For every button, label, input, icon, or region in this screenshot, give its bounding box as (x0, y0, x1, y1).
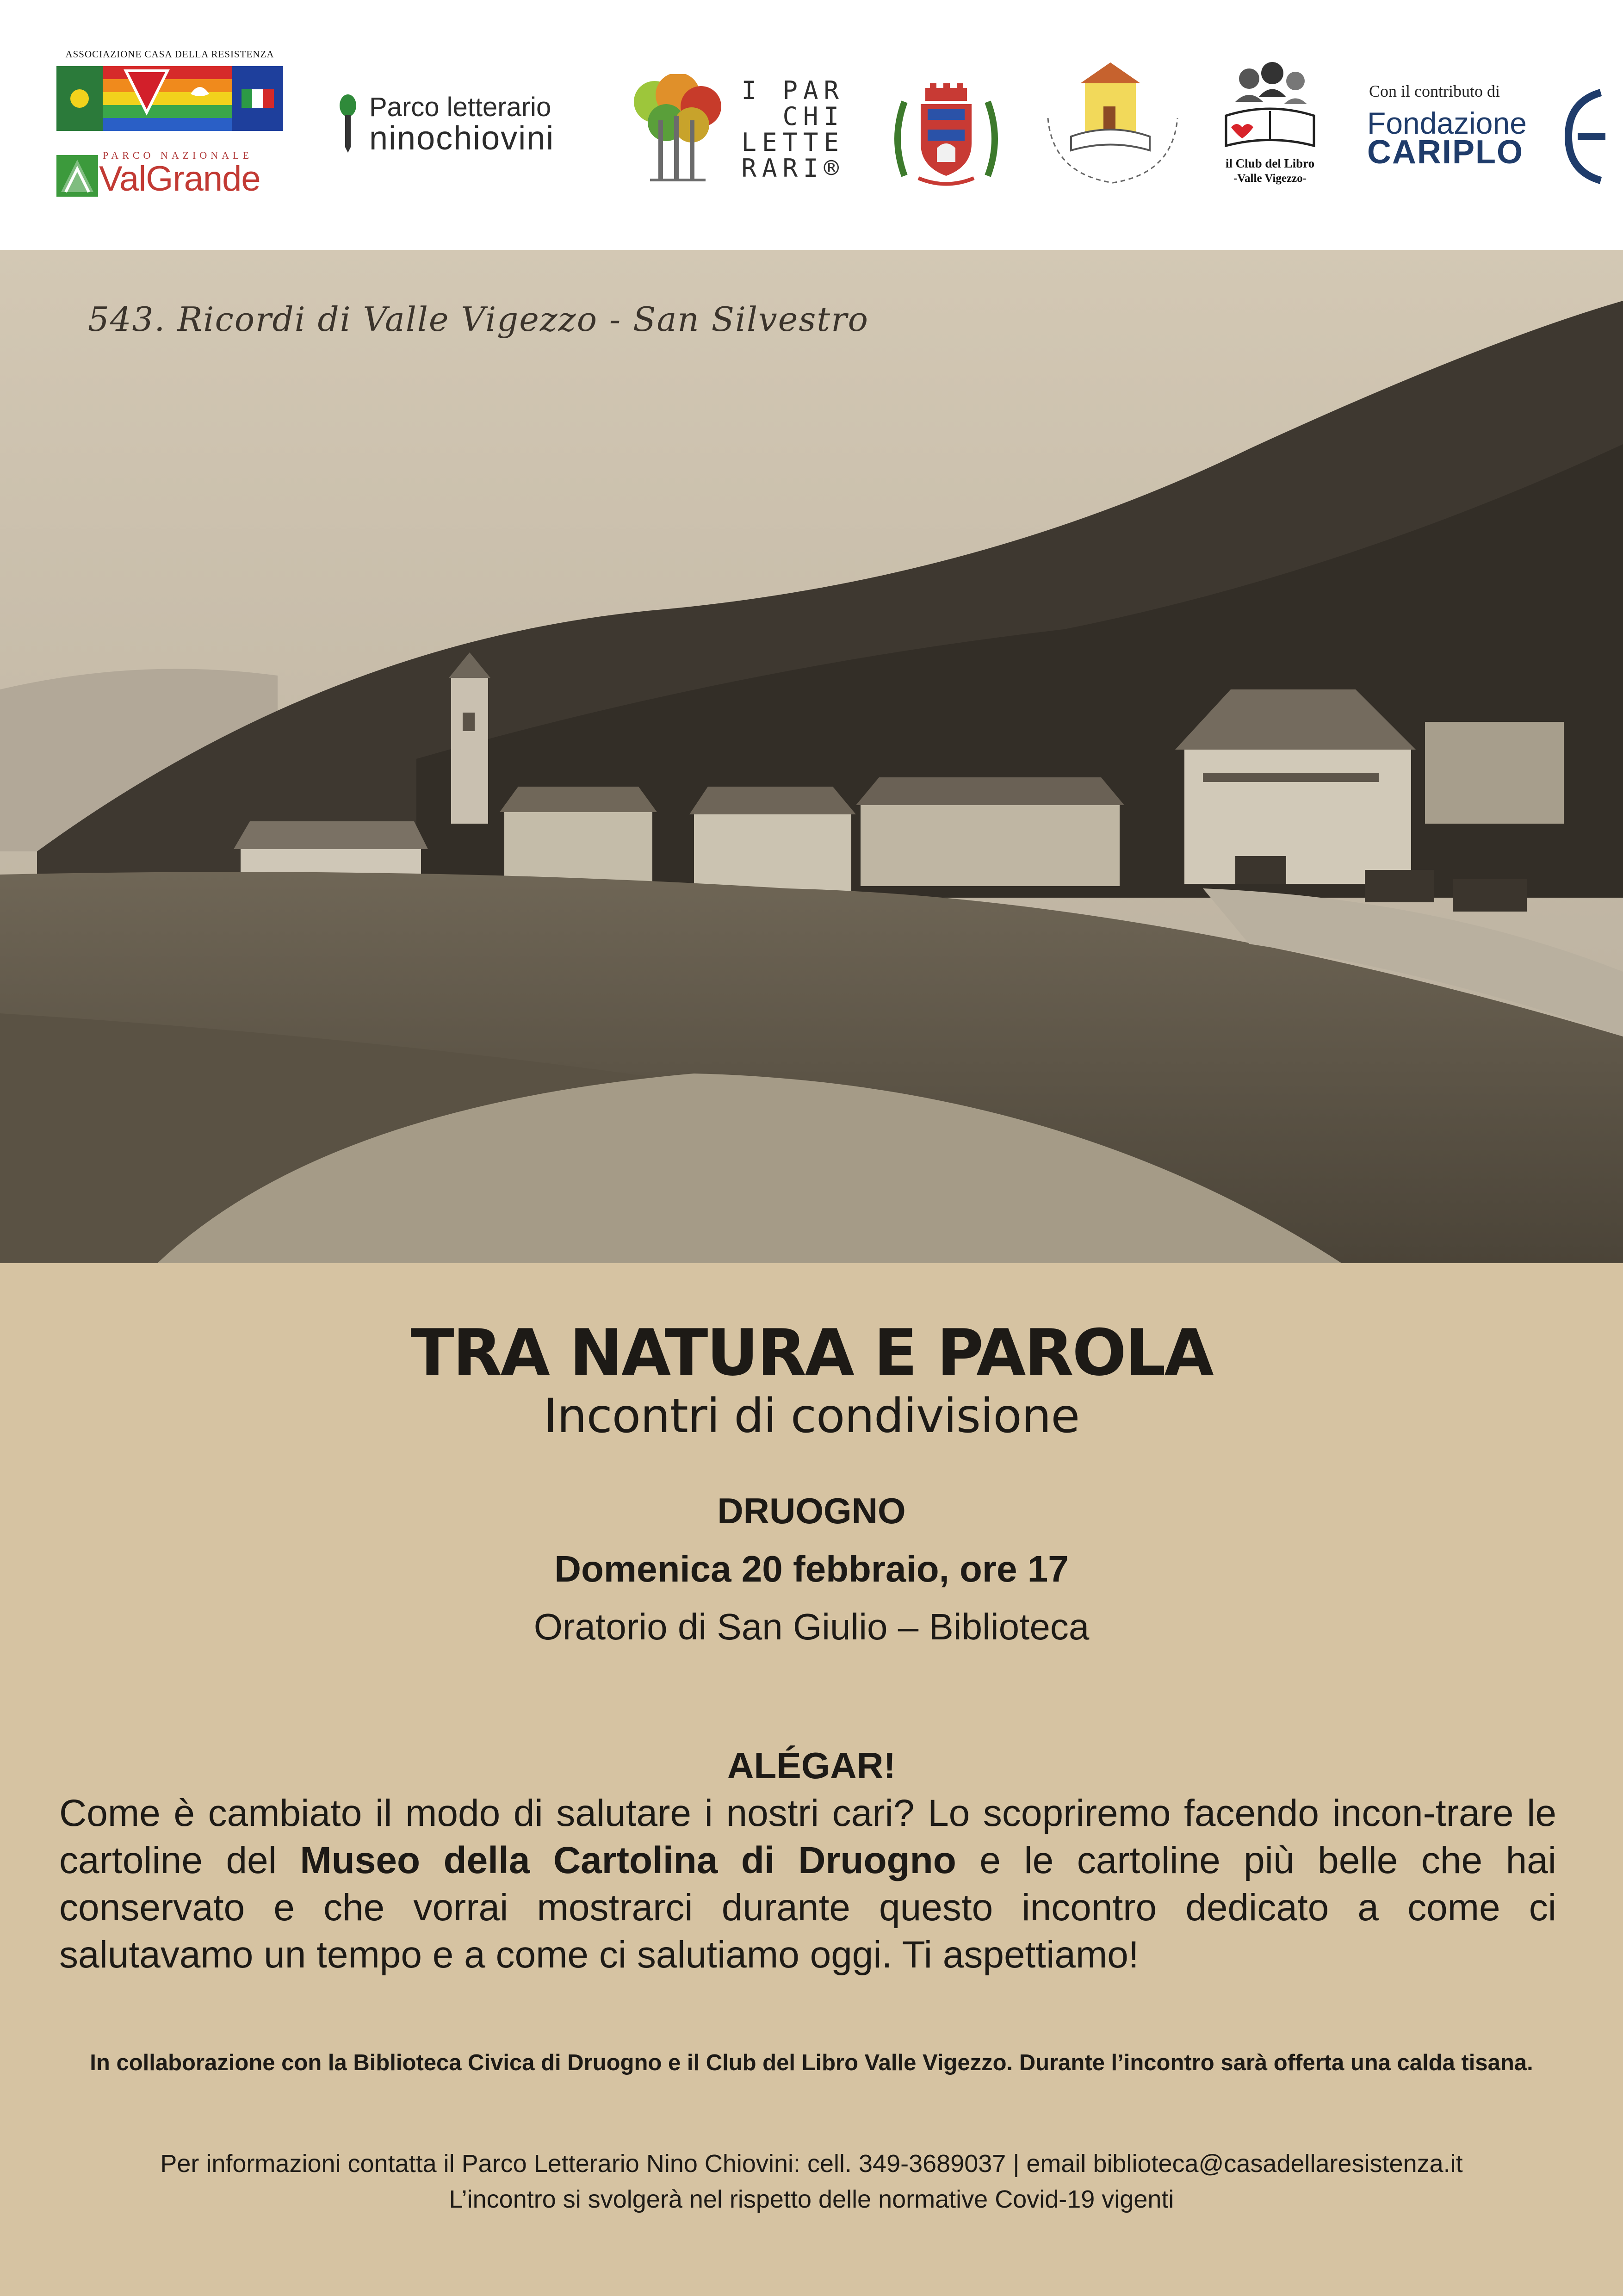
library-house-icon (1034, 62, 1191, 192)
event-venue: Oratorio di San Giulio – Biblioteca (533, 1606, 1090, 1647)
description-part-1: Come è cambiato il modo di salutare i nostri cari? Lo scopriremo facendo incon-trare le cartoline del (59, 1792, 1556, 1881)
valgrande-name: ValGrande (99, 159, 260, 199)
coat-of-arms-icon (886, 83, 1006, 190)
cariplo-fondazione-text: Fondazione (1367, 106, 1527, 140)
event-place: DRUOGNO (717, 1490, 906, 1531)
trees-icon (622, 74, 733, 185)
section-title: ALÉGAR! (727, 1745, 896, 1786)
collaboration-note: In collaborazione con la Biblioteca Civica di Druogno e il Club del Libro Valle Vigezzo. Durante l’incontro sarà offerta una calda tisana. (90, 2050, 1533, 2075)
event-date: Domenica 20 febbraio, ore 17 (554, 1548, 1069, 1589)
casa-resistenza-valgrande-logo (56, 49, 283, 206)
parco-nazionale-caption: PARCO NAZIONALE (103, 149, 253, 161)
cariplo-contributo-text: Con il contributo di (1369, 82, 1500, 100)
nino-chiovini-text: ninochiovini (369, 120, 555, 157)
valgrande-leaf-icon (56, 155, 98, 197)
druogno-coat-of-arms-logo (886, 83, 1006, 190)
club-del-libro-text: il Club del Libro (1225, 156, 1315, 170)
quill-pen-icon (334, 93, 362, 153)
club-del-libro-logo (1208, 60, 1332, 194)
readers-book-icon (1208, 60, 1332, 153)
casa-resistenza-caption: ASSOCIAZIONE CASA DELLA RESISTENZA (65, 49, 274, 60)
contact-info: Per informazioni contatta il Parco Letterario Nino Chiovini: cell. 349-3689037 | email biblioteca@casadellaresistenza.it (160, 2150, 1463, 2178)
covid-note: L’incontro si svolgerà nel rispetto delle normative Covid-19 vigenti (449, 2185, 1174, 2213)
logo-header (0, 0, 1623, 250)
village-landscape-illustration (0, 250, 1623, 1263)
parchi-letterari-text: I PAR CHI LETTE RARI® (741, 76, 844, 183)
cariplo-mark-icon (1550, 83, 1610, 190)
postcard-caption: 543. Ricordi di Valle Vigezzo - San Silvestro (88, 300, 869, 339)
parchi-letterari-logo (622, 74, 849, 190)
resistenza-flag-icon (56, 66, 283, 131)
valle-vigezzo-text: -Valle Vigezzo- (1233, 172, 1307, 185)
parco-letterario-text: Parco letterario (369, 92, 551, 122)
event-description (59, 1790, 1556, 1979)
parco-letterario-chiovini-logo (334, 88, 593, 162)
vintage-postcard-photo (0, 250, 1623, 1263)
fondazione-cariplo-logo (1367, 79, 1623, 199)
event-title: TRA NATURA E PAROLA (410, 1316, 1213, 1390)
description-part-2: e le cartoline più belle che hai conservato e che vorrai mostrarci durante questo incontro dedicato a come ci salutavamo un tempo e a come ci salutiamo oggi. Ti aspettiamo! (59, 1839, 1557, 1976)
museum-name: Museo della Cartolina di Druogno (300, 1839, 956, 1881)
biblioteca-druogno-logo (1034, 62, 1191, 192)
cariplo-name-text: CARIPLO (1367, 134, 1524, 171)
event-subtitle: Incontri di condivisione (543, 1389, 1080, 1444)
